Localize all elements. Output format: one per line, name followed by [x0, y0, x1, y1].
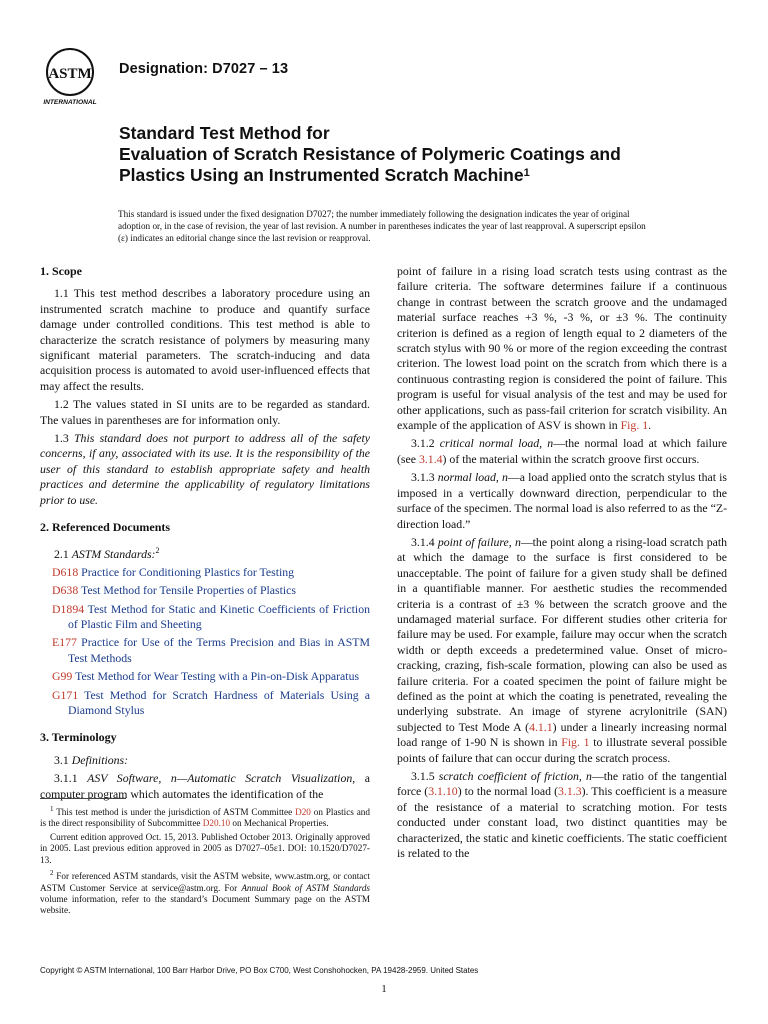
title-line-2: Evaluation of Scratch Resistance of Polymeric Coatings and [119, 144, 621, 164]
link-fig-1[interactable]: Fig. 1 [620, 418, 649, 433]
section-heading-scope: 1. Scope [40, 264, 82, 278]
link-d20-10[interactable]: D20.10 [202, 818, 231, 829]
footnote-1: $^1$ This test method is under the jurisdiction of ASTM Committee D20 on Plastics and is the direct responsibility of Subcommittee D20.10 on Mechanical Properties. [40, 805, 370, 829]
title-line-3: Plastics Using an Instrumented Scratch Machine [119, 165, 524, 185]
paragraph-3-1-2: 3.1.2 critical normal load, n—the normal load at which failure (see 3.1.4) of the material within the scratch groove first occurs. [397, 436, 728, 466]
reference-g171[interactable]: G171 Test Method for Scratch Hardness of Materials Using a Diamond Stylus [52, 687, 370, 718]
reference-d618[interactable]: D618 Practice for Conditioning Plastics for Testing [52, 564, 295, 579]
title-footnote-mark: 1 [523, 167, 530, 179]
link-3-1-3[interactable]: 3.1.3 [558, 784, 582, 799]
page-number: 1 [381, 983, 387, 995]
reference-g99[interactable]: G99 Test Method for Wear Testing with a Pin-on-Disk Apparatus [52, 669, 360, 684]
paragraph-1-3: 1.3 This standard does not purport to address all of the safety concerns, if any, associated with its use. It is the responsibility of the user of this standard to establish appropriate safety and health practices and determine the applicability of regulatory limitations prior to use. [40, 431, 370, 507]
right-column [397, 264, 727, 864]
title-line-1: Standard Test Method for [119, 123, 330, 143]
reference-e177[interactable]: E177 Practice for Use of the Terms Precision and Bias in ASTM Test Methods [52, 635, 370, 665]
link-fig-1-b[interactable]: Fig. 1 [561, 735, 590, 750]
copyright-notice: Copyright © ASTM International, 100 Barr Harbor Drive, PO Box C700, West Conshohocken, PA 19428-2959. United States [40, 966, 479, 975]
footnote-2: $^2$ For referenced ASTM standards, visit the ASTM website, www.astm.org, or contact ASTM Customer Service at service@astm.org. For Annual Book of ASTM Standards volume information, refer to the standard’s Document Summary page on the ASTM website. [40, 869, 371, 916]
astm-logo [40, 47, 112, 107]
link-3-1-4[interactable]: 3.1.4 [418, 451, 443, 466]
footnote-1-edition: Current edition approved Oct. 15, 2013. Published October 2013. Originally approved in 2005. Last previous edition approved in 2005 as D7027–05ε1. DOI: 10.1520/D7027-13. [40, 831, 370, 865]
document-title [119, 123, 739, 186]
footnote-divider [40, 798, 126, 799]
link-4-1-1[interactable]: 4.1.1 [529, 719, 553, 734]
paragraph-2-1: 2.1 ASTM Standards:$^2$ [54, 545, 160, 561]
paragraph-3-1-3: 3.1.3 normal load, n—a load applied onto the scratch stylus that is imposed in a vertically downward direction, perpendicular to the surface of the specimen. The normal load is also referred to as the “Z-direction load.” [397, 470, 727, 531]
reference-d1894[interactable]: D1894 Test Method for Static and Kinetic Coefficients of Friction of Plastic Film and Sheeting [52, 601, 370, 632]
reference-d638[interactable]: D638 Test Method for Tensile Properties of Plastics [52, 583, 296, 598]
section-heading-terminology: 3. Terminology [40, 730, 117, 745]
paragraph-3-1-1-continued: point of failure in a rising load scratch tests using contrast as the failure criteria. The software determines failure if a continuous change in contrast between the scratch groove and the undamaged material surface reaches +3 %, -3 %, or ±3 %. The continuity criterion is defined as a region of length equal to 2 diameters of the scratch stylus with 90 % or more of the region exceeding the contrast criterion. The lowest load point on the scratch from which there is a continuous contrasting region is considered the point of failure. This program is useful for visual analysis of the test and may be used for other applications, such as pass-fail criterion for scratch visibility. An example of the application of ASV is shown in Fig. 1. [397, 264, 727, 433]
designation: Designation: D7027 – 13 [119, 61, 289, 77]
issue-note: This standard is issued under the fixed designation D7027; the number immediately following the designation indicates the year of original adoption or, in the case of revision, the year of last revision. A number in parentheses indicates the year of last reapproval. A superscript epsilon (ε) indicates an editorial change since the last revision or reapproval. [118, 209, 646, 244]
footnotes [40, 804, 370, 919]
paragraph-1-1: 1.1 This test method describes a laboratory procedure using an instrumented scratch machine to produce and quantify surface damage under controlled conditions. This test method is able to characterize the scratch resistance of polymers by measuring many significant material parameters. The scratch-inducing and data acquisition process is automated to avoid user-influenced effects that may affect the results. [40, 286, 370, 393]
logo-subtext: INTERNATIONAL [43, 99, 97, 106]
left-column [40, 264, 370, 805]
logo-text: ASTM [48, 66, 92, 82]
link-d20[interactable]: D20 [295, 807, 311, 818]
section-heading-referenced-documents: 2. Referenced Documents [40, 520, 171, 535]
paragraph-1-2: 1.2 The values stated in SI units are to be regarded as standard. The values in parentheses are for information only. [40, 397, 370, 427]
link-3-1-10[interactable]: 3.1.10 [428, 784, 458, 799]
paragraph-3-1-4: 3.1.4 point of failure, n—the point along a rising-load scratch path at which the damage to the surface is first considered to be unacceptable. The point of failure for a given study shall be defined in a quantifiable manner. For aesthetic studies the recommended criteria is a contrast of ±3 % between the scratch groove and the undamaged material surface. For different studies other criteria for failure may be used. For example, failure may occur when the scratch width or depth exceeds a predetermined value. Onset of micro-cracking, crazing, fish-scale formation, plowing can also be used as failure criteria. For a coated specimen the point of failure might be defined as the point at which the coating is penetrated, revealing the underlying substrate. An image of styrene acrylonitrile (SAN) subjected to Test Mode A (4.1.1) under a linearly increasing normal load range of 1-90 N is shown in Fig. 1 to illustrate several possible points of failure that can occur during the scratch process. [397, 534, 728, 765]
paragraph-3-1-5: 3.1.5 scratch coefficient of friction, n—the ratio of the tangential force (3.1.10) to the normal load (3.1.3). This coefficient is a measure of the resistance of a material to scratching motion. For tests conducted under constant load, two distinct quantities may be characterized, the static and kinetic coefficients. The static coefficient is related to the [397, 769, 727, 861]
paragraph-3-1-1: 3.1.1 ASV Software, n—Automatic Scratch Visualization, a computer program which automates the identification of the [40, 771, 370, 801]
paragraph-3-1: 3.1 Definitions: [54, 752, 129, 767]
